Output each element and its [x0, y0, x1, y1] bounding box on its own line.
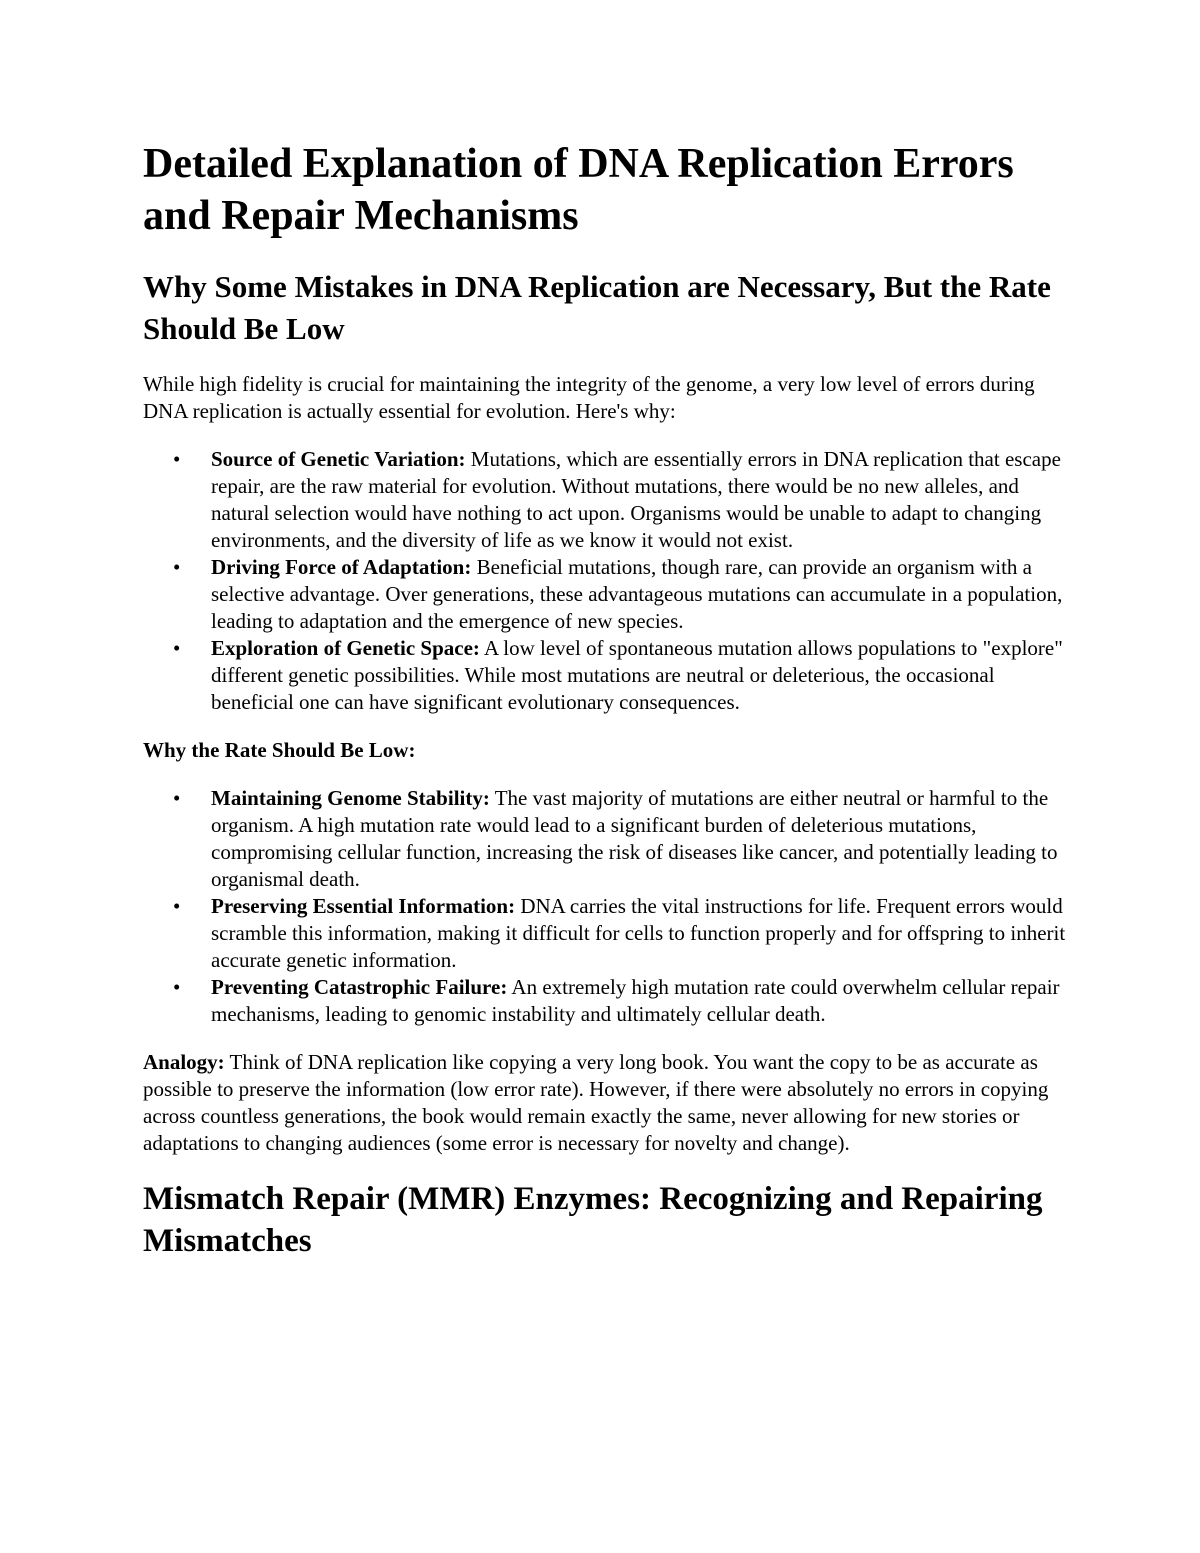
list-item-text: The vast majority of mutations are either neutral or harmful to the organism. A high mutation rate would lead to a significant burden of deleterious mutations, compromising cellular function, increasing the risk of diseases like cancer, and potentially leading to organismal death.	[211, 786, 1058, 891]
list-item	[143, 554, 1073, 635]
analogy-label: Analogy:	[143, 1050, 225, 1074]
list-item-text: Beneficial mutations, though rare, can provide an organism with a selective advantage. Over generations, these advantageous mutations can accumulate in a population, leading to adaptation and the emergence of new species.	[211, 555, 1063, 633]
bullet-icon: •	[173, 636, 181, 660]
list-item	[143, 785, 1073, 893]
bullet-icon: •	[173, 555, 181, 579]
list-item-label: Preserving Essential Information:	[211, 894, 516, 918]
list-item	[143, 446, 1073, 554]
necessary-list	[143, 446, 1073, 716]
low-rate-list	[143, 785, 1073, 1028]
bullet-icon: •	[173, 786, 181, 810]
document-title: Detailed Explanation of DNA Replication Errors and Repair Mechanisms	[143, 141, 1014, 239]
list-item	[143, 893, 1073, 974]
list-item	[143, 974, 1073, 1028]
list-item-label: Maintaining Genome Stability:	[211, 786, 490, 810]
low-rate-heading	[143, 737, 1073, 764]
bullet-icon: •	[173, 894, 181, 918]
list-item-text: An extremely high mutation rate could overwhelm cellular repair mechanisms, leading to genomic instability and ultimately cellular death.	[211, 975, 1060, 1026]
document-page	[143, 138, 1073, 1283]
low-rate-heading-text: Why the Rate Should Be Low:	[143, 738, 416, 762]
list-item-label: Source of Genetic Variation:	[211, 447, 466, 471]
bullet-icon: •	[173, 447, 181, 471]
section-heading-mistakes: Why Some Mistakes in DNA Replication are Necessary, But the Rate Should Be Low	[143, 269, 1051, 346]
list-item-text: Mutations, which are essentially errors in DNA replication that escape repair, are the raw material for evolution. Without mutations, there would be no new alleles, and natural selection would have nothing to act upon. Organisms would be unable to adapt to changing environments, and the diversity of life as we know it would not exist.	[211, 447, 1061, 552]
list-item	[143, 635, 1073, 716]
list-item-label: Driving Force of Adaptation:	[211, 555, 472, 579]
bullet-icon: •	[173, 975, 181, 999]
list-item-text: A low level of spontaneous mutation allows populations to "explore" different genetic possibilities. While most mutations are neutral or deleterious, the occasional beneficial one can have significant evolutionary consequences.	[211, 636, 1063, 714]
analogy-paragraph	[143, 1049, 1073, 1157]
analogy-text: Think of DNA replication like copying a very long book. You want the copy to be as accurate as possible to preserve the information (low error rate). However, if there were absolutely no errors in copying across countless generations, the book would remain exactly the same, never allowing for new stories or adaptations to changing audiences (some error is necessary for novelty and change).	[143, 1050, 1049, 1155]
list-item-label: Exploration of Genetic Space:	[211, 636, 480, 660]
section-heading-mmr: Mismatch Repair (MMR) Enzymes: Recognizing and Repairing Mismatches	[143, 1181, 1043, 1259]
list-item-text: DNA carries the vital instructions for life. Frequent errors would scramble this information, making it difficult for cells to function properly and for offspring to inherit accurate genetic information.	[211, 894, 1066, 972]
list-item-label: Preventing Catastrophic Failure:	[211, 975, 508, 999]
intro-paragraph: While high fidelity is crucial for maintaining the integrity of the genome, a very low level of errors during DNA replication is actually essential for evolution. Here's why:	[143, 372, 1035, 423]
